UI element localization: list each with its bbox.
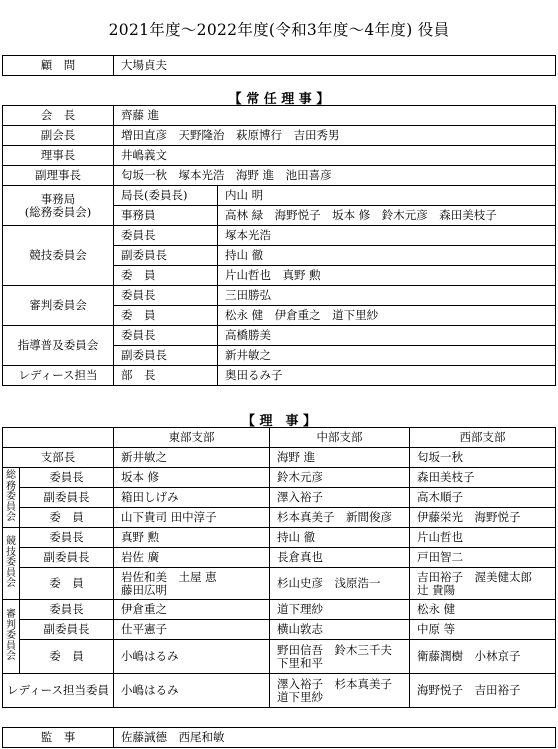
advisor-label: 顧 問: [3, 56, 114, 76]
referee-names: 松永 健 伊倉重之 道下里紗: [218, 306, 556, 326]
auditor-names: 佐藤誠德 西尾和敏: [114, 728, 556, 748]
guidance-role: 副委員長: [114, 346, 218, 366]
advisor-names: 大場貞夫: [114, 56, 556, 76]
cell-east: 小嶋はるみ: [114, 640, 270, 674]
cell-central: 道下理紗: [270, 600, 410, 620]
competition-names: 片山哲也 真野 勲: [218, 266, 556, 286]
header-east: 東部支部: [114, 428, 270, 448]
cell-east: 箱田しげみ: [114, 488, 270, 508]
guidance-label: 指導普及委員会: [3, 326, 114, 366]
role-label: 副委員長: [20, 548, 114, 568]
cell-west: 吉田裕子 渥美健太郎 辻 貴陽: [410, 568, 556, 600]
secretariat-role: 事務員: [114, 206, 218, 226]
referee-role: 委員長: [114, 286, 218, 306]
competition-label: 競技委員会: [3, 226, 114, 286]
header-west: 西部支部: [410, 428, 556, 448]
director-general-label: 理事長: [3, 146, 114, 166]
guidance-role: 委員長: [114, 326, 218, 346]
cell-central: 杉本真美子 新間俊彦: [270, 508, 410, 528]
cell-central: 横山敦志: [270, 620, 410, 640]
cell-west: 伊藤栄光 海野悦子: [410, 508, 556, 528]
secretariat-role: 局長(委員長): [114, 186, 218, 206]
branch-head-central: 海野 進: [270, 448, 410, 468]
referee-names: 三田勝弘: [218, 286, 556, 306]
page-title: 2021年度～2022年度(令和3年度～4年度) 役員: [108, 21, 450, 39]
role-label: 委員長: [20, 468, 114, 488]
ladies-committee-label: レディース担当委員: [3, 674, 114, 708]
branch-head-east: 新井敏之: [114, 448, 270, 468]
cell-west: 片山哲也: [410, 528, 556, 548]
header-central: 中部支部: [270, 428, 410, 448]
chairman-names: 齊藤 進: [114, 106, 556, 126]
vice-director-label: 副理事長: [3, 166, 114, 186]
secretariat-names: 内山 明: [218, 186, 556, 206]
role-label: 委 員: [20, 640, 114, 674]
guidance-names: 新井敏之: [218, 346, 556, 366]
ladies-label: レディース担当: [3, 366, 114, 386]
cell-central: 澤入裕子 杉本真美子 道下里紗: [270, 674, 410, 708]
vice-chairman-label: 副会長: [3, 126, 114, 146]
guidance-names: 高橋勝美: [218, 326, 556, 346]
cell-east: 坂本 修: [114, 468, 270, 488]
cell-central: 長倉真也: [270, 548, 410, 568]
vice-director-names: 匂坂一秋 塚本光浩 海野 進 池田喜彦: [114, 166, 556, 186]
referee-label: 審判委員会: [3, 286, 114, 326]
cell-west: 海野悦子 吉田裕子: [410, 674, 556, 708]
vice-chairman-names: 増田直彦 天野隆治 萩原博行 吉田秀男: [114, 126, 556, 146]
standing-section-heading: 【 常 任 理 事 】: [228, 92, 330, 107]
cell-east: 仕平憲子: [114, 620, 270, 640]
standing-table: [2, 105, 556, 386]
cell-west: 高木順子: [410, 488, 556, 508]
role-label: 委員長: [20, 528, 114, 548]
role-label: 副委員長: [20, 620, 114, 640]
role-label: 委 員: [20, 508, 114, 528]
branch-head-west: 匂坂一秋: [410, 448, 556, 468]
auditor-table: [2, 727, 556, 748]
cell-west: 戸田智二: [410, 548, 556, 568]
cell-east: 岩佐和美 土屋 恵 藤田広明: [114, 568, 270, 600]
branch-head-label: 支部長: [3, 448, 114, 468]
competition-role: 委 員: [114, 266, 218, 286]
ladies-role: 部 長: [114, 366, 218, 386]
role-label: 委員長: [20, 600, 114, 620]
chairman-label: 会 長: [3, 106, 114, 126]
role-label: 委 員: [20, 568, 114, 600]
directors-section-heading: 【 理 事 】: [241, 414, 317, 429]
cell-east: 岩佐 廣: [114, 548, 270, 568]
cell-east: 真野 勲: [114, 528, 270, 548]
secretariat-names: 高林 緑 海野悦子 坂本 修 鈴木元彦 森田美枝子: [218, 206, 556, 226]
cell-east: 小嶋はるみ: [114, 674, 270, 708]
referee-role: 委 員: [114, 306, 218, 326]
cell-east: 山下貴司 田中淳子: [114, 508, 270, 528]
secretariat-label: 事務局 (総務委員会): [3, 186, 114, 226]
director-general-names: 井嶋義文: [114, 146, 556, 166]
competition-names: 塚本光浩: [218, 226, 556, 246]
cell-central: 杉山史彦 浅原浩一: [270, 568, 410, 600]
role-label: 副委員長: [20, 488, 114, 508]
cell-central: 持山 徹: [270, 528, 410, 548]
cell-west: 森田美枝子: [410, 468, 556, 488]
directors-table: [2, 427, 556, 708]
cell-central: 野田信吾 鈴木三千夫 下里和平: [270, 640, 410, 674]
referee-group-label: 審判委員会: [3, 600, 20, 674]
competition-names: 持山 徹: [218, 246, 556, 266]
competition-role: 委員長: [114, 226, 218, 246]
auditor-label: 監 事: [3, 728, 114, 748]
cell-east: 伊倉重之: [114, 600, 270, 620]
competition-role: 副委員長: [114, 246, 218, 266]
general-affairs-group-label: 総務委員会: [3, 468, 20, 528]
cell-west: 衛藤潤樹 小林京子: [410, 640, 556, 674]
cell-west: 松永 健: [410, 600, 556, 620]
cell-central: 鈴木元彦: [270, 468, 410, 488]
advisor-table: [2, 55, 556, 76]
cell-west: 中原 等: [410, 620, 556, 640]
ladies-names: 奥田るみ子: [218, 366, 556, 386]
competition-group-label: 競技委員会: [3, 528, 20, 600]
cell-central: 澤入裕子: [270, 488, 410, 508]
